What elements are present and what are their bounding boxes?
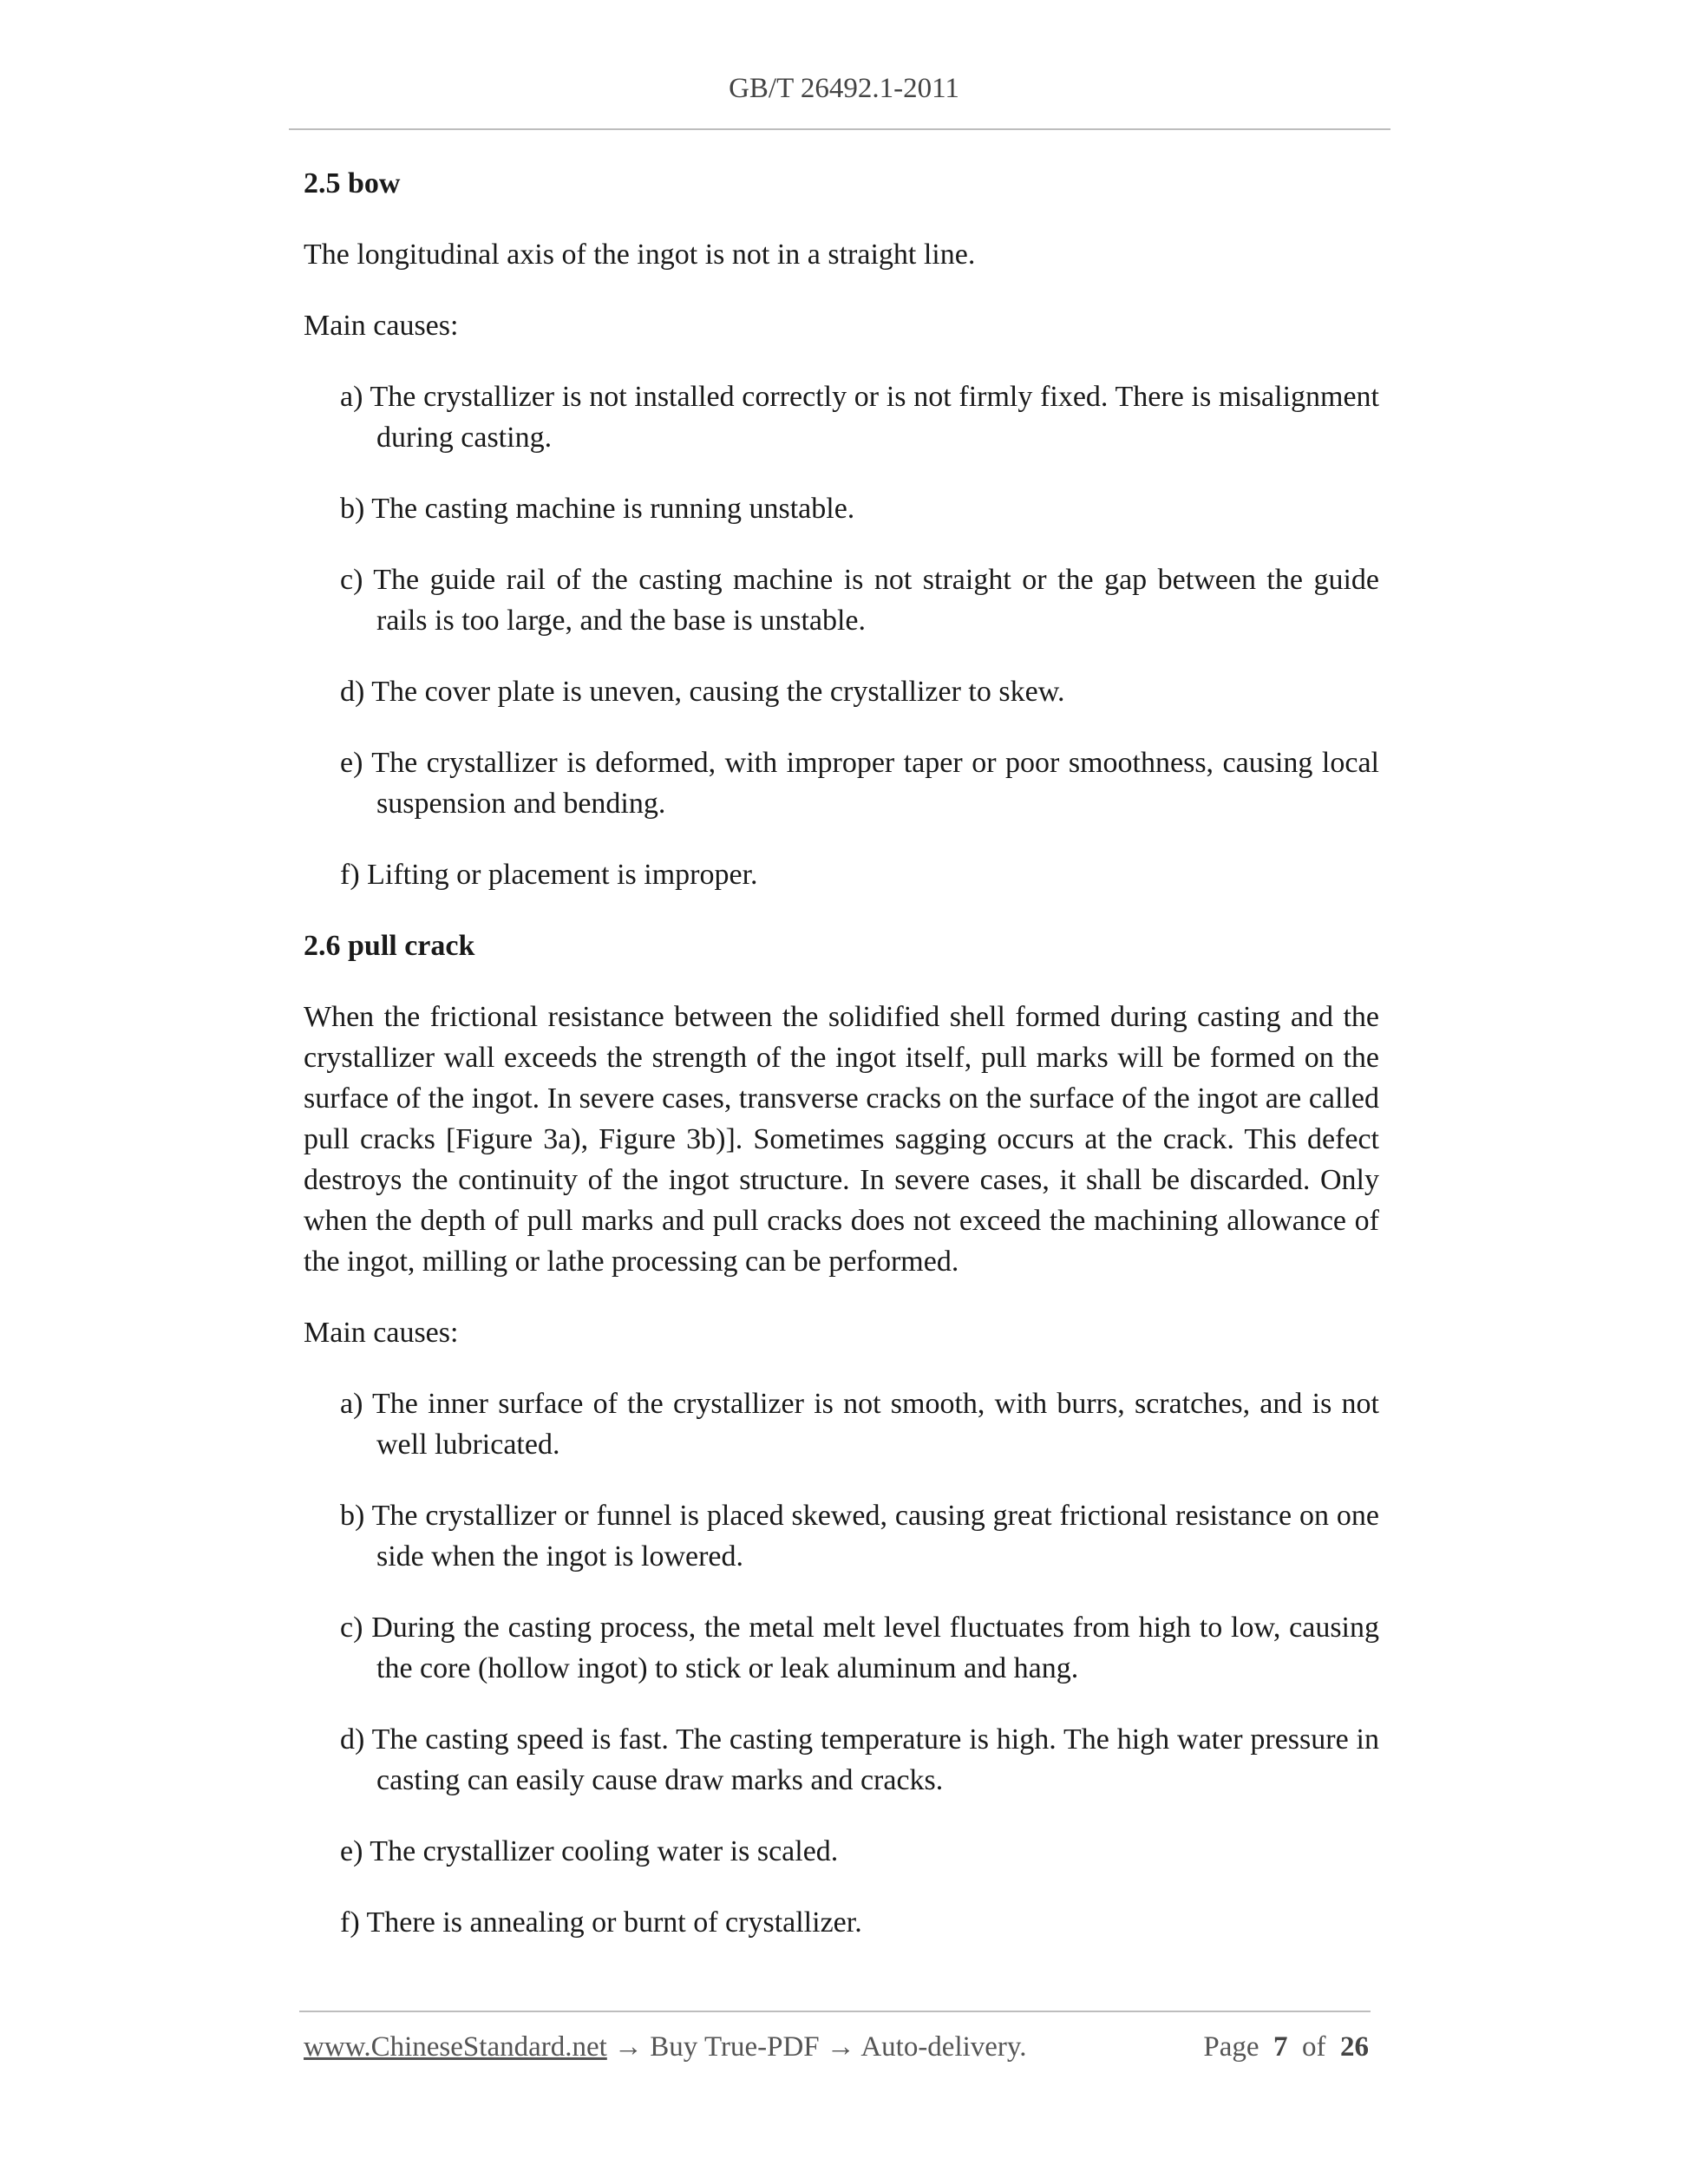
- arrow-right-icon: →: [614, 2031, 644, 2063]
- section-definition: The longitudinal axis of the ingot is not in a straight line.: [304, 239, 976, 271]
- causes-list: [304, 376, 1379, 895]
- causes-label: Main causes:: [304, 310, 459, 342]
- causes-list: [304, 1383, 1379, 1943]
- list-item: c) During the casting process, the metal melt level fluctuates from high to low, causing the core (hollow ingot) to stick or leak aluminum and hang.: [340, 1612, 1379, 1684]
- page-number: 7: [1273, 2031, 1288, 2063]
- page-header: [0, 73, 1688, 105]
- section-2-6: [304, 925, 1379, 1943]
- page-indicator: [1203, 2031, 1369, 2063]
- header-divider: [289, 128, 1390, 130]
- list-item: b) The crystallizer or funnel is placed skewed, causing great frictional resistance on one side when the ingot is lowered.: [340, 1500, 1379, 1573]
- causes-label: Main causes:: [304, 1317, 459, 1349]
- list-item: f) Lifting or placement is improper.: [340, 859, 758, 891]
- buy-pdf-text: Buy True-PDF: [650, 2031, 820, 2063]
- list-item: c) The guide rail of the casting machine is not straight or the gap between the guide rails is too large, and the base is unstable.: [340, 564, 1379, 637]
- list-item: f) There is annealing or burnt of crystallizer.: [340, 1906, 862, 1939]
- arrow-right-icon: →: [826, 2031, 855, 2063]
- footer-promo: [304, 2031, 1027, 2063]
- website-link[interactable]: www.ChineseStandard.net: [304, 2031, 607, 2063]
- page-label: Page: [1203, 2031, 1259, 2063]
- section-2-5: [304, 163, 1379, 895]
- of-label: of: [1302, 2031, 1326, 2063]
- section-heading: 2.5 bow: [304, 167, 401, 199]
- list-item: d) The casting speed is fast. The casting temperature is high. The high water pressure in casting can easily cause draw marks and cracks.: [340, 1723, 1379, 1796]
- document-code: GB/T 26492.1-2011: [729, 73, 959, 104]
- footer-divider: [299, 2011, 1371, 2012]
- list-item: a) The inner surface of the crystallizer is not smooth, with burrs, scratches, and is not well lubricated.: [340, 1388, 1379, 1461]
- list-item: a) The crystallizer is not installed correctly or is not firmly fixed. There is misalignment during casting.: [340, 381, 1379, 454]
- list-item: e) The crystallizer cooling water is scaled.: [340, 1835, 839, 1867]
- list-item: d) The cover plate is uneven, causing the crystallizer to skew.: [340, 676, 1065, 708]
- total-pages: 26: [1340, 2031, 1369, 2063]
- page-content: [304, 163, 1379, 1973]
- list-item: e) The crystallizer is deformed, with improper taper or poor smoothness, causing local suspension and bending.: [340, 747, 1379, 820]
- auto-delivery-text: Auto-delivery.: [860, 2031, 1027, 2063]
- section-definition: When the frictional resistance between the solidified shell formed during casting and the crystallizer wall exceeds the strength of the ingot itself, pull marks will be formed on the surface of the ingot. In severe cases, transverse cracks on the surface of the ingot are called pull cracks [Figure 3a), Figure 3b)]. Sometimes sagging occurs at the crack. This defect destroys the continuity of the ingot structure. In severe cases, it shall be discarded. Only when the depth of pull marks and pull cracks does not exceed the machining allowance of the ingot, milling or lathe processing can be performed.: [304, 1001, 1379, 1278]
- section-heading: 2.6 pull crack: [304, 930, 475, 962]
- list-item: b) The casting machine is running unstable.: [340, 493, 855, 525]
